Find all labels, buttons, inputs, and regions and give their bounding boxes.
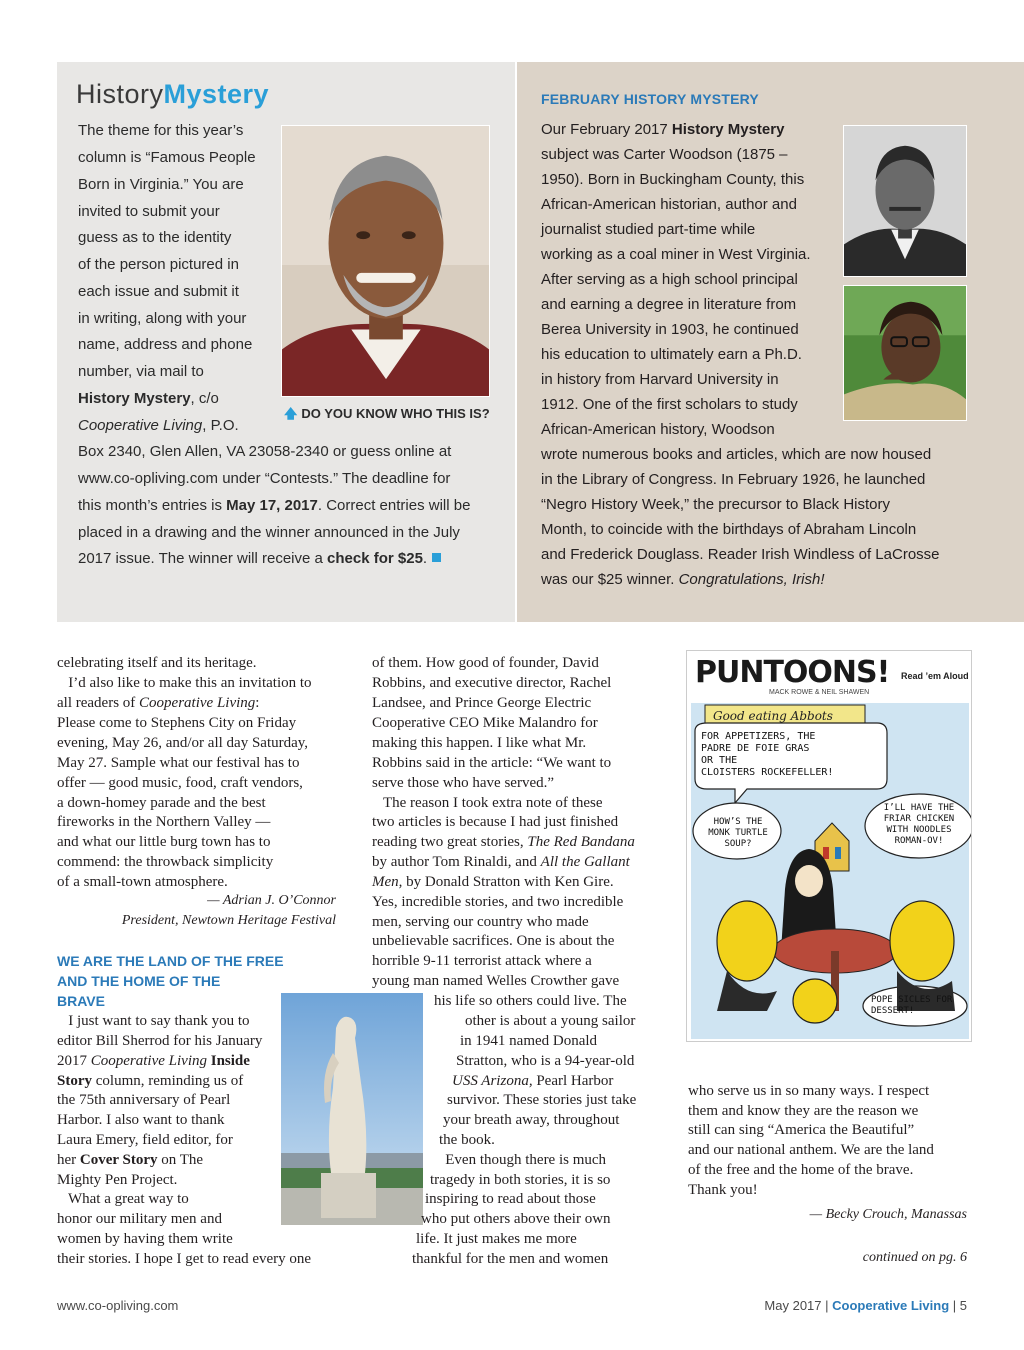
body-line: number, via mail to <box>78 363 204 380</box>
body-line: fireworks in the Northern Valley — <box>57 814 271 830</box>
body-line: survivor. These stories just take <box>447 1092 637 1108</box>
body-line: The reason I took extra note of these <box>372 795 603 811</box>
body-line: Our February 2017 History Mystery <box>541 121 785 138</box>
body-line: I’d also like to make this an invitation to <box>57 675 312 691</box>
comic-logo: PUNTOONS! <box>695 655 890 690</box>
body-line: their stories. I hope I get to read every one <box>57 1251 312 1267</box>
body-line: Mighty Pen Project. <box>57 1172 178 1188</box>
body-line: unbelievable sacrifices. One is about the <box>372 933 615 949</box>
body-line: his education to ultimately earn a Ph.D. <box>541 346 802 363</box>
body-line: tragedy in both stories, it is so <box>430 1172 611 1188</box>
up-arrow-icon: 🡅 <box>284 406 298 421</box>
mystery-person-photo <box>281 125 490 397</box>
body-line: reading two great stories, The Red Bandana <box>372 834 635 850</box>
body-line: guess as to the identity <box>78 229 232 246</box>
body-line: Cooperative CEO Mike Malandro for <box>372 715 598 731</box>
body-line: 2017 issue. The winner will receive a check for $25. <box>78 550 441 568</box>
body-line: www.co-opliving.com under “Contests.” The deadline for <box>78 470 451 487</box>
body-line: evening, May 26, and/or all day Saturday, <box>57 735 309 751</box>
comic-bubble-3: I’LL HAVE THE FRIAR CHICKEN WITH NOODLES ROMAN-OV! <box>883 803 955 846</box>
section-heading: AND THE HOME OF THE <box>57 973 221 989</box>
comic-bubble-4: POPE SICLES FOR DESSERT! <box>871 995 953 1016</box>
body-line: invited to submit your <box>78 203 220 220</box>
body-line: her Cover Story on The <box>57 1152 204 1168</box>
body-line: Berea University in 1903, he continued <box>541 321 799 338</box>
body-line: a down-homey parade and the best <box>57 795 266 811</box>
body-line: the book. <box>439 1132 495 1148</box>
section-heading: WE ARE THE LAND OF THE FREE <box>57 953 284 969</box>
statue-photo <box>281 993 423 1225</box>
carter-woodson-photo <box>843 125 967 277</box>
body-line: Yes, incredible stories, and two incredible <box>372 894 624 910</box>
body-line: men, serving our country who made <box>372 914 589 930</box>
body-line: in the Library of Congress. In February 1926, he launched <box>541 471 926 488</box>
body-line: your breath away, throughout <box>443 1112 620 1128</box>
body-line: Born in Virginia.” You are <box>78 176 244 193</box>
body-line: 1950). Born in Buckingham County, this <box>541 171 805 188</box>
body-line: column is “Famous People <box>78 149 256 166</box>
section-heading: BRAVE <box>57 993 105 1009</box>
body-line: Men, by Donald Stratton with Ken Gire. <box>372 874 614 890</box>
body-line: History Mystery, c/o <box>78 390 219 407</box>
body-line: his life so others could live. The <box>434 993 627 1009</box>
body-line: 2017 Cooperative Living Inside <box>57 1053 250 1069</box>
body-line: African-American historian, author and <box>541 196 797 213</box>
body-line: in writing, along with your <box>78 310 247 327</box>
body-line: Robbins, and executive director, Rachel <box>372 675 612 691</box>
body-line: Cooperative Living, P.O. <box>78 417 239 434</box>
body-line: Month, to coincide with the birthdays of Abraham Lincoln <box>541 521 917 538</box>
body-line: making this happen. I like what Mr. <box>372 735 587 751</box>
body-line: honor our military men and <box>57 1211 222 1227</box>
body-line: The theme for this year’s <box>78 122 244 139</box>
body-line: Stratton, who is a 94-year-old <box>456 1053 635 1069</box>
february-heading: FEBRUARY HISTORY MYSTERY <box>541 91 759 107</box>
body-line: name, address and phone <box>78 336 253 353</box>
body-line: I just want to say thank you to <box>57 1013 250 1029</box>
body-line: in history from Harvard University in <box>541 371 779 388</box>
footer-folio: May 2017 | Cooperative Living | 5 <box>764 1298 967 1313</box>
body-line: Robbins said in the article: “We want to <box>372 755 612 771</box>
comic-bubble-1: FOR APPETIZERS, THE PADRE DE FOIE GRAS OR THE CLOISTERS ROCKEFELLER! <box>701 731 834 778</box>
body-line: thankful for the men and women <box>412 1251 609 1267</box>
body-line: horrible 9-11 terrorist attack where a <box>372 953 592 969</box>
body-line: and our national anthem. We are the land <box>688 1142 934 1158</box>
body-line: life. It just makes me more <box>416 1231 577 1247</box>
body-line: young man named Welles Crowther gave <box>372 973 620 989</box>
body-line: celebrating itself and its heritage. <box>57 655 257 671</box>
comic-tagline: Read ’em Aloud <box>901 671 969 681</box>
body-line: and earning a degree in literature from <box>541 296 797 313</box>
body-line: wrote numerous books and articles, which are now housed <box>541 446 932 463</box>
body-line: other is about a young sailor <box>465 1013 636 1029</box>
history-mystery-title: HistoryMystery <box>76 79 270 109</box>
body-line: Even though there is much <box>434 1152 607 1168</box>
body-line: the 75th anniversary of Pearl <box>57 1092 231 1108</box>
body-line: of them. How good of founder, David <box>372 655 599 671</box>
continued-note: continued on pg. 6 <box>862 1250 967 1265</box>
body-line: and what our little burg town has to <box>57 834 271 850</box>
body-line: and Frederick Douglass. Reader Irish Windless of LaCrosse <box>541 546 940 563</box>
body-line: by author Tom Rinaldi, and All the Gallant <box>372 854 630 870</box>
body-line: working as a coal miner in West Virginia. <box>541 246 811 263</box>
signature-name: — Becky Crouch, Manassas <box>809 1207 967 1222</box>
body-line: placed in a drawing and the winner announced in the July <box>78 524 460 541</box>
body-line: editor Bill Sherrod for his January <box>57 1033 263 1049</box>
body-line: Story column, reminding us of <box>57 1073 244 1089</box>
body-line: of the person pictured in <box>78 256 239 273</box>
body-line: inspiring to read about those <box>425 1191 596 1207</box>
body-line: them and know they are the reason we <box>688 1103 919 1119</box>
body-line: serve those who have served.” <box>372 775 555 791</box>
signature-name: — Adrian J. O’Connor <box>207 893 336 908</box>
comic-sign: Good eating Abbots <box>713 709 833 723</box>
body-line: USS Arizona, Pearl Harbor <box>452 1073 614 1089</box>
winner-photo <box>843 285 967 421</box>
body-line: subject was Carter Woodson (1875 – <box>541 146 788 163</box>
body-line: still can sing “America the Beautiful” <box>688 1122 915 1138</box>
body-line: all readers of Cooperative Living: <box>57 695 260 711</box>
body-line: Landsee, and Prince George Electric <box>372 695 592 711</box>
body-line: May 27. Sample what our festival has to <box>57 755 300 771</box>
square-end-icon <box>432 553 441 562</box>
body-line: was our $25 winner. Congratulations, Irish! <box>541 571 825 588</box>
body-line: “Negro History Week,” the precursor to Black History <box>541 496 890 513</box>
body-line: 1912. One of the first scholars to study <box>541 396 798 413</box>
body-line: in 1941 named Donald <box>460 1033 598 1049</box>
body-line: Thank you! <box>688 1182 758 1198</box>
body-line: Harbor. I also want to thank <box>57 1112 225 1128</box>
body-line: What a great way to <box>57 1191 189 1207</box>
body-line: of the free and the home of the brave. <box>688 1162 914 1178</box>
body-line: Laura Emery, field editor, for <box>57 1132 233 1148</box>
body-line: Please come to Stephens City on Friday <box>57 715 297 731</box>
body-line: women by having them write <box>57 1231 233 1247</box>
photo-caption: 🡅 DO YOU KNOW WHO THIS IS? <box>284 406 490 421</box>
body-line: of a small-town atmosphere. <box>57 874 228 890</box>
body-line: commend: the throwback simplicity <box>57 854 274 870</box>
body-line: this month’s entries is May 17, 2017. Correct entries will be <box>78 497 471 514</box>
puntoons-comic <box>686 650 972 1042</box>
body-line: offer — good music, food, craft vendors, <box>57 775 303 791</box>
body-line: After serving as a high school principal <box>541 271 798 288</box>
body-line: who serve us in so many ways. I respect <box>688 1083 930 1099</box>
body-line: two articles is because I had just finished <box>372 814 619 830</box>
body-line: Box 2340, Glen Allen, VA 23058-2340 or guess online at <box>78 443 452 460</box>
body-line: African-American history, Woodson <box>541 421 775 438</box>
signature-title: President, Newtown Heritage Festival <box>121 913 336 928</box>
body-line: each issue and submit it <box>78 283 239 300</box>
comic-bubble-2: HOW’S THE MONK TURTLE SOUP? <box>708 817 768 849</box>
footer-url: www.co-opliving.com <box>57 1298 179 1313</box>
body-line: who put others above their own <box>421 1211 611 1227</box>
comic-credits: MACK ROWE & NEIL SHAWEN <box>769 689 870 696</box>
body-line: journalist studied part-time while <box>541 221 756 238</box>
